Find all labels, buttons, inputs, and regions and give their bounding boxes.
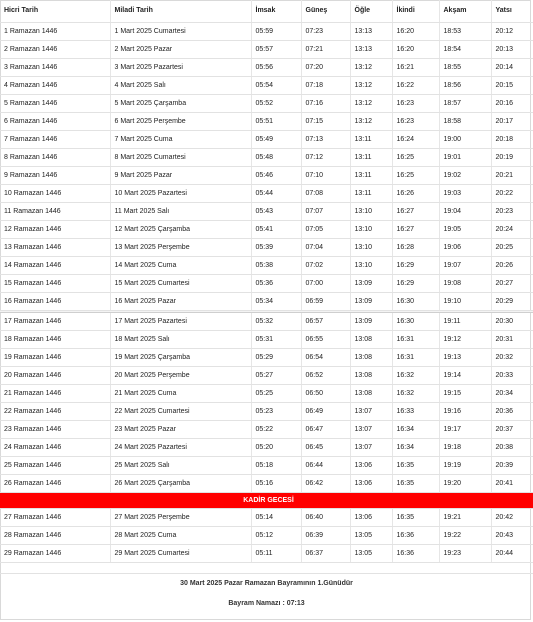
cell-miladi-tarih: 18 Mart 2025 Salı (110, 331, 251, 349)
cell-miladi-tarih: 4 Mart 2025 Salı (110, 77, 251, 95)
cell-ikindi: 16:36 (392, 527, 439, 545)
cell-ikindi: 16:29 (392, 257, 439, 275)
cell-miladi-tarih: 16 Mart 2025 Pazar (110, 293, 251, 311)
table-row (0, 275, 533, 293)
table-row (0, 475, 533, 493)
cell-gunes: 07:13 (301, 131, 350, 149)
column-header-aksam: Akşam (439, 0, 491, 23)
cell-aksam: 19:20 (439, 475, 491, 493)
cell-yatsi: 20:33 (491, 367, 533, 385)
table-row (0, 527, 533, 545)
cell-aksam: 19:21 (439, 509, 491, 527)
cell-yatsi: 20:13 (491, 41, 533, 59)
cell-imsak: 05:22 (251, 421, 301, 439)
cell-imsak: 05:31 (251, 331, 301, 349)
cell-ogle: 13:12 (350, 59, 392, 77)
cell-imsak: 05:38 (251, 257, 301, 275)
cell-yatsi: 20:21 (491, 167, 533, 185)
cell-ogle: 13:11 (350, 131, 392, 149)
cell-ogle: 13:10 (350, 257, 392, 275)
table-row (0, 293, 533, 311)
kadir-section (0, 493, 533, 509)
cell-imsak: 05:27 (251, 367, 301, 385)
cell-ikindi: 16:21 (392, 59, 439, 77)
table-row (0, 23, 533, 41)
cell-aksam: 18:56 (439, 77, 491, 95)
cell-aksam: 19:02 (439, 167, 491, 185)
cell-miladi-tarih: 17 Mart 2025 Pazartesi (110, 313, 251, 331)
cell-miladi-tarih: 7 Mart 2025 Cuma (110, 131, 251, 149)
cell-yatsi: 20:30 (491, 313, 533, 331)
cell-imsak: 05:44 (251, 185, 301, 203)
cell-aksam: 19:06 (439, 239, 491, 257)
cell-yatsi: 20:34 (491, 385, 533, 403)
cell-aksam: 18:54 (439, 41, 491, 59)
table-row (0, 313, 533, 331)
cell-ogle: 13:11 (350, 167, 392, 185)
table-row (0, 385, 533, 403)
cell-gunes: 06:54 (301, 349, 350, 367)
cell-yatsi: 20:22 (491, 185, 533, 203)
table-row (0, 349, 533, 367)
cell-hicri-tarih: 19 Ramazan 1446 (0, 349, 110, 367)
cell-imsak: 05:43 (251, 203, 301, 221)
cell-ikindi: 16:29 (392, 275, 439, 293)
cell-gunes: 06:59 (301, 293, 350, 311)
cell-miladi-tarih: 12 Mart 2025 Çarşamba (110, 221, 251, 239)
cell-gunes: 07:10 (301, 167, 350, 185)
cell-yatsi: 20:24 (491, 221, 533, 239)
cell-hicri-tarih: 18 Ramazan 1446 (0, 331, 110, 349)
cell-ogle: 13:10 (350, 203, 392, 221)
cell-hicri-tarih: 24 Ramazan 1446 (0, 439, 110, 457)
cell-yatsi: 20:42 (491, 509, 533, 527)
cell-ogle: 13:07 (350, 439, 392, 457)
cell-gunes: 07:05 (301, 221, 350, 239)
kadir-gecesi-row (0, 493, 533, 509)
cell-ogle: 13:13 (350, 41, 392, 59)
cell-hicri-tarih: 25 Ramazan 1446 (0, 457, 110, 475)
cell-aksam: 19:23 (439, 545, 491, 563)
cell-hicri-tarih: 27 Ramazan 1446 (0, 509, 110, 527)
column-header-imsak: İmsak (251, 0, 301, 23)
cell-gunes: 07:04 (301, 239, 350, 257)
cell-ogle: 13:06 (350, 475, 392, 493)
cell-gunes: 06:39 (301, 527, 350, 545)
cell-miladi-tarih: 13 Mart 2025 Perşembe (110, 239, 251, 257)
cell-gunes: 06:49 (301, 403, 350, 421)
cell-aksam: 19:16 (439, 403, 491, 421)
table-row (0, 131, 533, 149)
cell-hicri-tarih: 4 Ramazan 1446 (0, 77, 110, 95)
cell-ikindi: 16:32 (392, 367, 439, 385)
cell-yatsi: 20:41 (491, 475, 533, 493)
table-header-row (0, 0, 533, 23)
cell-imsak: 05:16 (251, 475, 301, 493)
cell-gunes: 07:18 (301, 77, 350, 95)
cell-gunes: 07:00 (301, 275, 350, 293)
cell-yatsi: 20:17 (491, 113, 533, 131)
cell-ikindi: 16:28 (392, 239, 439, 257)
cell-miladi-tarih: 3 Mart 2025 Pazartesi (110, 59, 251, 77)
bayram-notice: 30 Mart 2025 Pazar Ramazan Bayramının 1.Günüdür (180, 580, 353, 587)
cell-ogle: 13:07 (350, 421, 392, 439)
cell-ikindi: 16:26 (392, 185, 439, 203)
cell-yatsi: 20:38 (491, 439, 533, 457)
cell-miladi-tarih: 22 Mart 2025 Cumartesi (110, 403, 251, 421)
cell-ikindi: 16:34 (392, 439, 439, 457)
cell-hicri-tarih: 22 Ramazan 1446 (0, 403, 110, 421)
cell-gunes: 06:55 (301, 331, 350, 349)
cell-miladi-tarih: 5 Mart 2025 Çarşamba (110, 95, 251, 113)
cell-imsak: 05:52 (251, 95, 301, 113)
cell-ogle: 13:10 (350, 239, 392, 257)
footer-divider (0, 573, 533, 574)
cell-hicri-tarih: 8 Ramazan 1446 (0, 149, 110, 167)
cell-yatsi: 20:29 (491, 293, 533, 311)
cell-yatsi: 20:27 (491, 275, 533, 293)
cell-hicri-tarih: 3 Ramazan 1446 (0, 59, 110, 77)
cell-gunes: 06:42 (301, 475, 350, 493)
cell-hicri-tarih: 14 Ramazan 1446 (0, 257, 110, 275)
cell-ogle: 13:11 (350, 185, 392, 203)
cell-ogle: 13:06 (350, 509, 392, 527)
cell-imsak: 05:49 (251, 131, 301, 149)
cell-ogle: 13:12 (350, 95, 392, 113)
cell-gunes: 07:20 (301, 59, 350, 77)
cell-hicri-tarih: 23 Ramazan 1446 (0, 421, 110, 439)
cell-ikindi: 16:30 (392, 313, 439, 331)
cell-ogle: 13:08 (350, 331, 392, 349)
cell-hicri-tarih: 29 Ramazan 1446 (0, 545, 110, 563)
cell-aksam: 19:15 (439, 385, 491, 403)
table-row (0, 203, 533, 221)
table-row (0, 41, 533, 59)
cell-aksam: 19:11 (439, 313, 491, 331)
cell-gunes: 06:52 (301, 367, 350, 385)
cell-hicri-tarih: 6 Ramazan 1446 (0, 113, 110, 131)
table-row (0, 221, 533, 239)
cell-gunes: 07:21 (301, 41, 350, 59)
cell-miladi-tarih: 20 Mart 2025 Perşembe (110, 367, 251, 385)
cell-aksam: 19:12 (439, 331, 491, 349)
cell-ogle: 13:13 (350, 23, 392, 41)
cell-gunes: 06:40 (301, 509, 350, 527)
cell-miladi-tarih: 29 Mart 2025 Cumartesi (110, 545, 251, 563)
cell-aksam: 19:03 (439, 185, 491, 203)
cell-ikindi: 16:35 (392, 509, 439, 527)
cell-hicri-tarih: 20 Ramazan 1446 (0, 367, 110, 385)
table-body-part3 (0, 509, 533, 563)
cell-ikindi: 16:27 (392, 221, 439, 239)
column-header-gunes: Güneş (301, 0, 350, 23)
table-row (0, 331, 533, 349)
cell-hicri-tarih: 10 Ramazan 1446 (0, 185, 110, 203)
table-row (0, 95, 533, 113)
cell-miladi-tarih: 26 Mart 2025 Çarşamba (110, 475, 251, 493)
table-body-part2 (0, 313, 533, 493)
cell-ikindi: 16:25 (392, 167, 439, 185)
table-row (0, 403, 533, 421)
cell-hicri-tarih: 2 Ramazan 1446 (0, 41, 110, 59)
cell-miladi-tarih: 21 Mart 2025 Cuma (110, 385, 251, 403)
cell-hicri-tarih: 11 Ramazan 1446 (0, 203, 110, 221)
cell-ikindi: 16:23 (392, 95, 439, 113)
cell-imsak: 05:57 (251, 41, 301, 59)
table-row (0, 59, 533, 77)
table-row (0, 167, 533, 185)
table-row (0, 367, 533, 385)
cell-aksam: 19:14 (439, 367, 491, 385)
cell-aksam: 19:07 (439, 257, 491, 275)
cell-yatsi: 20:14 (491, 59, 533, 77)
cell-hicri-tarih: 9 Ramazan 1446 (0, 167, 110, 185)
cell-ikindi: 16:34 (392, 421, 439, 439)
cell-hicri-tarih: 13 Ramazan 1446 (0, 239, 110, 257)
cell-gunes: 06:50 (301, 385, 350, 403)
cell-yatsi: 20:12 (491, 23, 533, 41)
cell-miladi-tarih: 23 Mart 2025 Pazar (110, 421, 251, 439)
cell-gunes: 06:57 (301, 313, 350, 331)
cell-imsak: 05:46 (251, 167, 301, 185)
cell-gunes: 07:02 (301, 257, 350, 275)
cell-ogle: 13:05 (350, 527, 392, 545)
cell-yatsi: 20:16 (491, 95, 533, 113)
cell-imsak: 05:32 (251, 313, 301, 331)
cell-ogle: 13:09 (350, 313, 392, 331)
column-header-ikindi: İkindi (392, 0, 439, 23)
cell-gunes: 07:15 (301, 113, 350, 131)
cell-imsak: 05:36 (251, 275, 301, 293)
cell-imsak: 05:14 (251, 509, 301, 527)
cell-miladi-tarih: 27 Mart 2025 Perşembe (110, 509, 251, 527)
column-header-hicri-tarih: Hicri Tarih (0, 0, 110, 23)
cell-aksam: 19:04 (439, 203, 491, 221)
column-header-ogle: Öğle (350, 0, 392, 23)
cell-ogle: 13:12 (350, 77, 392, 95)
cell-miladi-tarih: 24 Mart 2025 Pazartesi (110, 439, 251, 457)
cell-ogle: 13:12 (350, 113, 392, 131)
cell-yatsi: 20:36 (491, 403, 533, 421)
cell-miladi-tarih: 28 Mart 2025 Cuma (110, 527, 251, 545)
table-row (0, 545, 533, 563)
cell-gunes: 06:45 (301, 439, 350, 457)
cell-ogle: 13:06 (350, 457, 392, 475)
table-row (0, 509, 533, 527)
cell-imsak: 05:12 (251, 527, 301, 545)
cell-ogle: 13:10 (350, 221, 392, 239)
cell-aksam: 19:13 (439, 349, 491, 367)
cell-hicri-tarih: 1 Ramazan 1446 (0, 23, 110, 41)
cell-aksam: 18:55 (439, 59, 491, 77)
cell-aksam: 19:05 (439, 221, 491, 239)
cell-yatsi: 20:32 (491, 349, 533, 367)
cell-gunes: 07:07 (301, 203, 350, 221)
cell-aksam: 19:10 (439, 293, 491, 311)
cell-imsak: 05:34 (251, 293, 301, 311)
cell-yatsi: 20:37 (491, 421, 533, 439)
cell-miladi-tarih: 19 Mart 2025 Çarşamba (110, 349, 251, 367)
cell-miladi-tarih: 8 Mart 2025 Cumartesi (110, 149, 251, 167)
cell-imsak: 05:56 (251, 59, 301, 77)
cell-hicri-tarih: 17 Ramazan 1446 (0, 313, 110, 331)
table-row (0, 185, 533, 203)
cell-aksam: 18:53 (439, 23, 491, 41)
table-row (0, 439, 533, 457)
cell-ikindi: 16:23 (392, 113, 439, 131)
cell-aksam: 19:08 (439, 275, 491, 293)
cell-ikindi: 16:31 (392, 331, 439, 349)
cell-gunes: 06:47 (301, 421, 350, 439)
cell-ogle: 13:08 (350, 367, 392, 385)
cell-ogle: 13:11 (350, 149, 392, 167)
cell-yatsi: 20:39 (491, 457, 533, 475)
cell-miladi-tarih: 25 Mart 2025 Salı (110, 457, 251, 475)
cell-aksam: 18:58 (439, 113, 491, 131)
table-row (0, 149, 533, 167)
cell-ikindi: 16:25 (392, 149, 439, 167)
cell-gunes: 07:12 (301, 149, 350, 167)
cell-ikindi: 16:20 (392, 23, 439, 41)
bayram-namazi-time: Bayram Namazı : 07:13 (228, 600, 305, 607)
cell-yatsi: 20:18 (491, 131, 533, 149)
cell-gunes: 06:37 (301, 545, 350, 563)
cell-aksam: 19:19 (439, 457, 491, 475)
cell-yatsi: 20:44 (491, 545, 533, 563)
cell-hicri-tarih: 15 Ramazan 1446 (0, 275, 110, 293)
cell-imsak: 05:59 (251, 23, 301, 41)
cell-aksam: 19:17 (439, 421, 491, 439)
cell-imsak: 05:54 (251, 77, 301, 95)
kadir-gecesi-label: KADİR GECESİ (0, 493, 533, 509)
cell-ikindi: 16:24 (392, 131, 439, 149)
cell-hicri-tarih: 5 Ramazan 1446 (0, 95, 110, 113)
cell-ikindi: 16:20 (392, 41, 439, 59)
cell-miladi-tarih: 14 Mart 2025 Cuma (110, 257, 251, 275)
cell-hicri-tarih: 12 Ramazan 1446 (0, 221, 110, 239)
cell-aksam: 18:57 (439, 95, 491, 113)
cell-imsak: 05:18 (251, 457, 301, 475)
cell-ikindi: 16:31 (392, 349, 439, 367)
table-row (0, 239, 533, 257)
cell-miladi-tarih: 11 Mart 2025 Salı (110, 203, 251, 221)
cell-yatsi: 20:23 (491, 203, 533, 221)
cell-ikindi: 16:32 (392, 385, 439, 403)
cell-imsak: 05:25 (251, 385, 301, 403)
cell-ikindi: 16:22 (392, 77, 439, 95)
cell-imsak: 05:51 (251, 113, 301, 131)
cell-yatsi: 20:19 (491, 149, 533, 167)
table-row (0, 457, 533, 475)
cell-yatsi: 20:25 (491, 239, 533, 257)
cell-miladi-tarih: 1 Mart 2025 Cumartesi (110, 23, 251, 41)
cell-aksam: 19:22 (439, 527, 491, 545)
cell-miladi-tarih: 10 Mart 2025 Pazartesi (110, 185, 251, 203)
table-row (0, 113, 533, 131)
cell-ogle: 13:09 (350, 293, 392, 311)
cell-hicri-tarih: 16 Ramazan 1446 (0, 293, 110, 311)
cell-imsak: 05:11 (251, 545, 301, 563)
cell-yatsi: 20:26 (491, 257, 533, 275)
cell-gunes: 06:44 (301, 457, 350, 475)
cell-aksam: 19:18 (439, 439, 491, 457)
cell-imsak: 05:20 (251, 439, 301, 457)
cell-ikindi: 16:35 (392, 475, 439, 493)
cell-imsak: 05:29 (251, 349, 301, 367)
cell-gunes: 07:23 (301, 23, 350, 41)
cell-yatsi: 20:31 (491, 331, 533, 349)
cell-miladi-tarih: 6 Mart 2025 Perşembe (110, 113, 251, 131)
cell-ogle: 13:08 (350, 385, 392, 403)
cell-ikindi: 16:27 (392, 203, 439, 221)
cell-gunes: 07:08 (301, 185, 350, 203)
cell-hicri-tarih: 21 Ramazan 1446 (0, 385, 110, 403)
column-header-yatsi: Yatsı (491, 0, 533, 23)
table-row (0, 77, 533, 95)
table-row (0, 421, 533, 439)
cell-ogle: 13:05 (350, 545, 392, 563)
cell-hicri-tarih: 28 Ramazan 1446 (0, 527, 110, 545)
cell-imsak: 05:41 (251, 221, 301, 239)
cell-imsak: 05:23 (251, 403, 301, 421)
cell-hicri-tarih: 7 Ramazan 1446 (0, 131, 110, 149)
cell-aksam: 19:01 (439, 149, 491, 167)
cell-gunes: 07:16 (301, 95, 350, 113)
cell-miladi-tarih: 9 Mart 2025 Pazar (110, 167, 251, 185)
cell-aksam: 19:00 (439, 131, 491, 149)
table-row (0, 257, 533, 275)
cell-yatsi: 20:15 (491, 77, 533, 95)
cell-miladi-tarih: 2 Mart 2025 Pazar (110, 41, 251, 59)
table-body-part1 (0, 23, 533, 311)
cell-imsak: 05:48 (251, 149, 301, 167)
cell-ikindi: 16:36 (392, 545, 439, 563)
cell-ikindi: 16:35 (392, 457, 439, 475)
cell-imsak: 05:39 (251, 239, 301, 257)
column-header-miladi-tarih: Miladi Tarih (110, 0, 251, 23)
cell-ikindi: 16:33 (392, 403, 439, 421)
cell-ogle: 13:07 (350, 403, 392, 421)
cell-miladi-tarih: 15 Mart 2025 Cumartesi (110, 275, 251, 293)
cell-hicri-tarih: 26 Ramazan 1446 (0, 475, 110, 493)
cell-ogle: 13:08 (350, 349, 392, 367)
cell-ogle: 13:09 (350, 275, 392, 293)
cell-yatsi: 20:43 (491, 527, 533, 545)
cell-ikindi: 16:30 (392, 293, 439, 311)
